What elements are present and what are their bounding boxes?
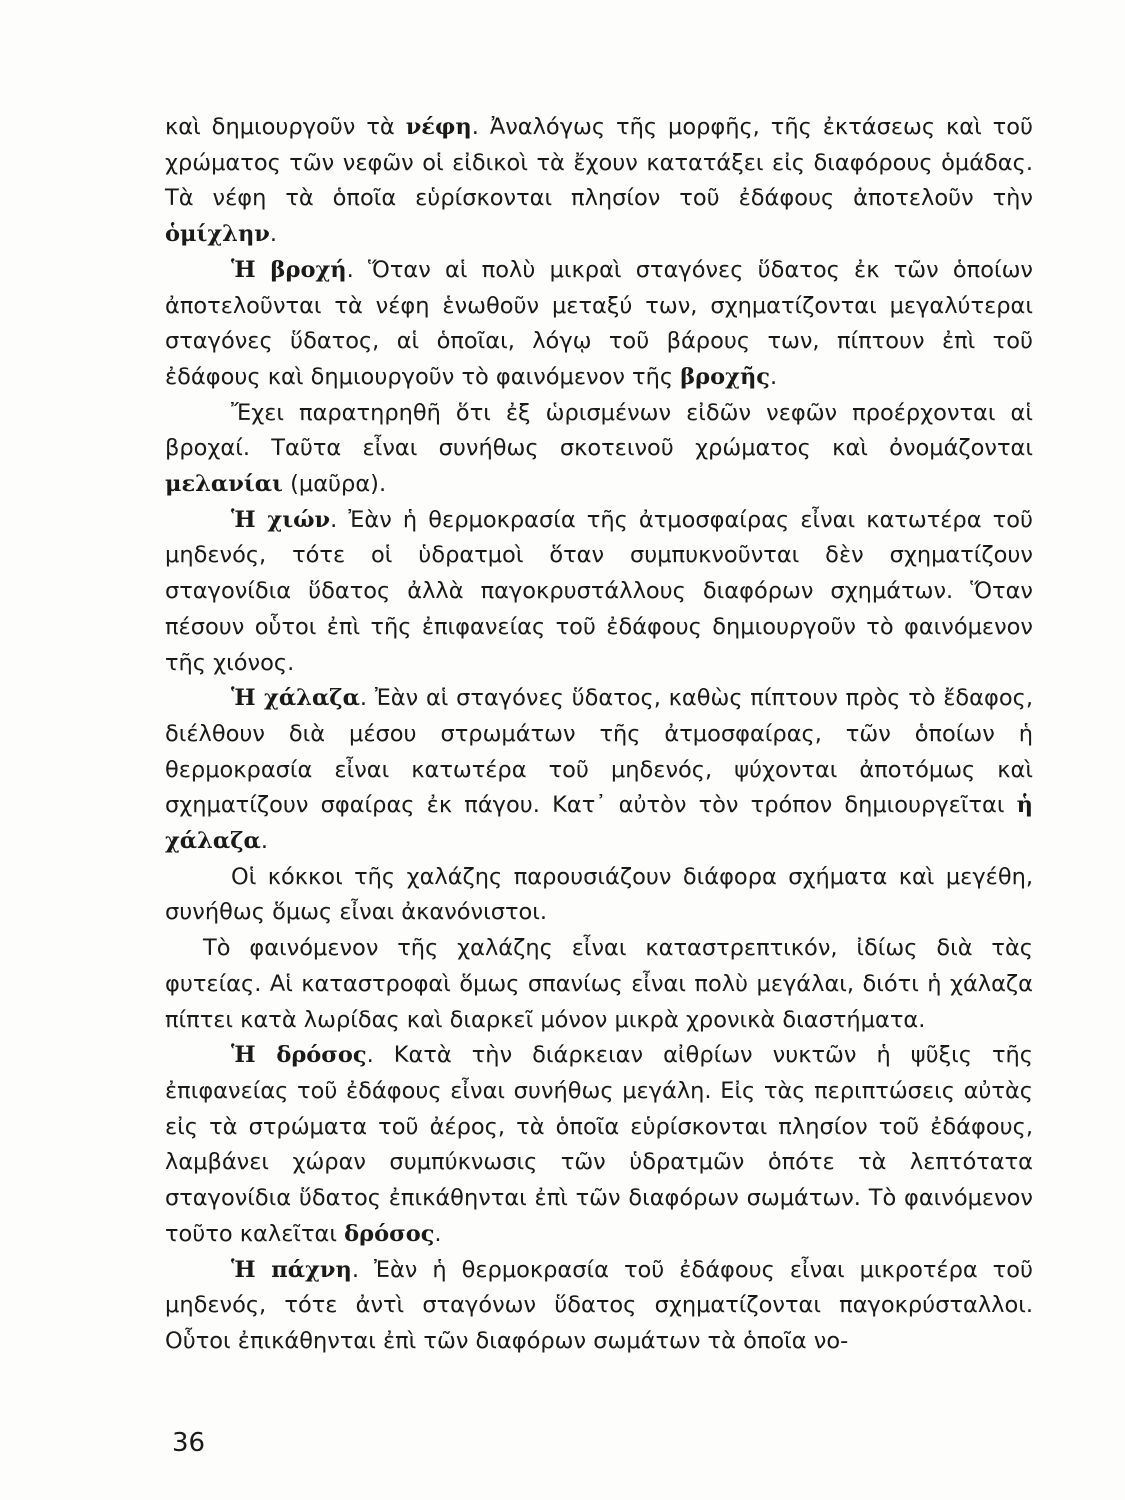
text-run: Οἱ κόκκοι τῆς χαλάζης παρουσιάζουν διάφορα σχήματα καὶ μεγέθη, συνήθως ὅμως εἶναι ἀκανόνιστοι.	[165, 863, 1033, 926]
heading-frost: Ἡ πάχνη	[231, 1256, 352, 1283]
term-nimbus: μελανίαι	[165, 471, 283, 498]
text-run: Τὸ φαινόμενον τῆς χαλάζης εἶναι καταστρεπτικόν, ἰδίως διὰ τὰς φυτείας. Αἱ καταστροφαὶ ὅμως σπανίως εἶναι πολὺ μεγάλαι, διότι ἡ χάλαζα πίπτει κατὰ λωρίδας καὶ διαρκεῖ μόνον μικρὰ χρονικὰ διαστήματα.	[165, 935, 1033, 1033]
text-run: καὶ δημιουργοῦν τὰ	[165, 114, 406, 140]
heading-rain: Ἡ βροχή	[231, 256, 347, 283]
paragraph-clouds	[165, 110, 1033, 253]
heading-hail: Ἡ χάλαζα	[231, 685, 360, 712]
text-run: . Ἐὰν ἡ θερμοκρασία τῆς ἀτμοσφαίρας εἶναι κατωτέρα τοῦ μηδενός, τότε οἱ ὑδρατμοὶ ὅταν συμπυκνοῦνται δὲν σχηματίζουν σταγονίδια ὕδατος ἀλλὰ παγοκρυστάλλους διαφόρων σχημάτων. Ὅταν πέσουν οὗτοι ἐπὶ τῆς ἐπιφανείας τοῦ ἐδάφους δημιουργοῦν τὸ φαινόμενον τῆς χιόνος.	[165, 506, 1033, 676]
text-run: . Κατὰ τὴν διάρκειαν αἰθρίων νυκτῶν ἡ ψῦξις τῆς ἐπιφανείας τοῦ ἐδάφους εἶναι συνήθως μεγάλη. Εἰς τὰς περιπτώσεις αὐτὰς εἰς τὰ στρώματα τοῦ ἀέρος, τὰ ὁποῖα εὑρίσκονται πλησίον τοῦ ἐδάφους, λαμβάνει χώραν συμπύκνωσις τῶν ὑδρατμῶν ὁπότε τὰ λεπτότατα σταγονίδια ὕδατος ἐπικάθηνται ἐπὶ τῶν διαφόρων σωμάτων. Τὸ φαινόμενον τοῦτο καλεῖται	[165, 1042, 1033, 1247]
text-run: . Ὅταν αἱ πολὺ μικραὶ σταγόνες ὕδατος ἐκ τῶν ὁποίων ἀποτελοῦνται τὰ νέφη ἑνωθοῦν μεταξύ των, σχηματίζονται μεγαλύτεραι σταγόνες ὕδατος, αἱ ὁποῖαι, λόγῳ τοῦ βάρους των, πίπτουν ἐπὶ τοῦ ἐδάφους καὶ δημιουργοῦν τὸ φαινόμενον τῆς	[165, 256, 1033, 390]
paragraph-dew	[165, 1038, 1033, 1252]
paragraph-rain-clouds	[165, 396, 1033, 503]
heading-dew: Ἡ δρόσος	[231, 1042, 367, 1069]
term-clouds: νέφη	[405, 114, 472, 140]
text-run: . Ἐὰν αἱ σταγόνες ὕδατος, καθὼς πίπτουν πρὸς τὸ ἔδαφος, διέλθουν διὰ μέσου στρωμάτων τῆς ἀτμοσφαίρας, τῶν ὁποίων ἡ θερμοκρασία εἶναι κατωτέρα τοῦ μηδενός, ψύχονται ἀποτόμως καὶ σχηματίζουν σφαίρας ἐκ πάγου. Κατ᾽ αὐτὸν τὸν τρόπον δημιουργεῖται	[165, 685, 1033, 819]
term-fog: ὁμίχλην	[165, 221, 270, 248]
heading-snow: Ἡ χιών	[231, 506, 331, 533]
paragraph-hail	[165, 681, 1033, 860]
page-number: 36	[172, 1428, 206, 1458]
text-run: .	[770, 363, 778, 390]
text-run: .	[269, 221, 278, 248]
text-run: .	[260, 828, 269, 855]
text-run: . Ἐὰν ἡ θερμοκρασία τοῦ ἐδάφους εἶναι μικροτέρα τοῦ μηδενός, τότε ἀντὶ σταγόνων ὕδατος σχηματίζονται παγοκρύσταλλοι. Οὗτοι ἐπικάθηνται ἐπὶ τῶν διαφόρων σωμάτων τὰ ὁποῖα νο-	[165, 1256, 1033, 1354]
paragraph-snow	[165, 503, 1033, 682]
text-run: (μαῦρα).	[282, 471, 387, 498]
paragraph-hail-grains	[165, 860, 1033, 931]
term-hail: ἡ χάλαζα	[165, 792, 1033, 855]
text-run: .	[434, 1220, 442, 1247]
term-dew: δρόσος	[344, 1220, 435, 1247]
paragraph-hail-damage	[165, 931, 1033, 1038]
paragraph-rain	[165, 253, 1033, 396]
body-text	[165, 110, 1033, 1360]
term-rain: βροχῆς	[680, 363, 771, 390]
paragraph-frost	[165, 1253, 1033, 1360]
text-run: . Ἀναλόγως τῆς μορφῆς, τῆς ἐκτάσεως καὶ τοῦ χρώματος τῶν νεφῶν οἱ εἰδικοὶ τὰ ἔχουν κατατάξει εἰς διαφόρους ὁμάδας. Τὰ νέφη τὰ ὁποῖα εὑρίσκονται πλησίον τοῦ ἐδάφους ἀποτελοῦν τὴν	[165, 114, 1034, 212]
text-run: Ἔχει παρατηρηθῆ ὅτι ἐξ ὡρισμένων εἰδῶν νεφῶν προέρχονται αἱ βροχαί. Ταῦτα εἶναι συνήθως σκοτεινοῦ χρώματος καὶ ὀνομάζονται	[165, 399, 1033, 462]
